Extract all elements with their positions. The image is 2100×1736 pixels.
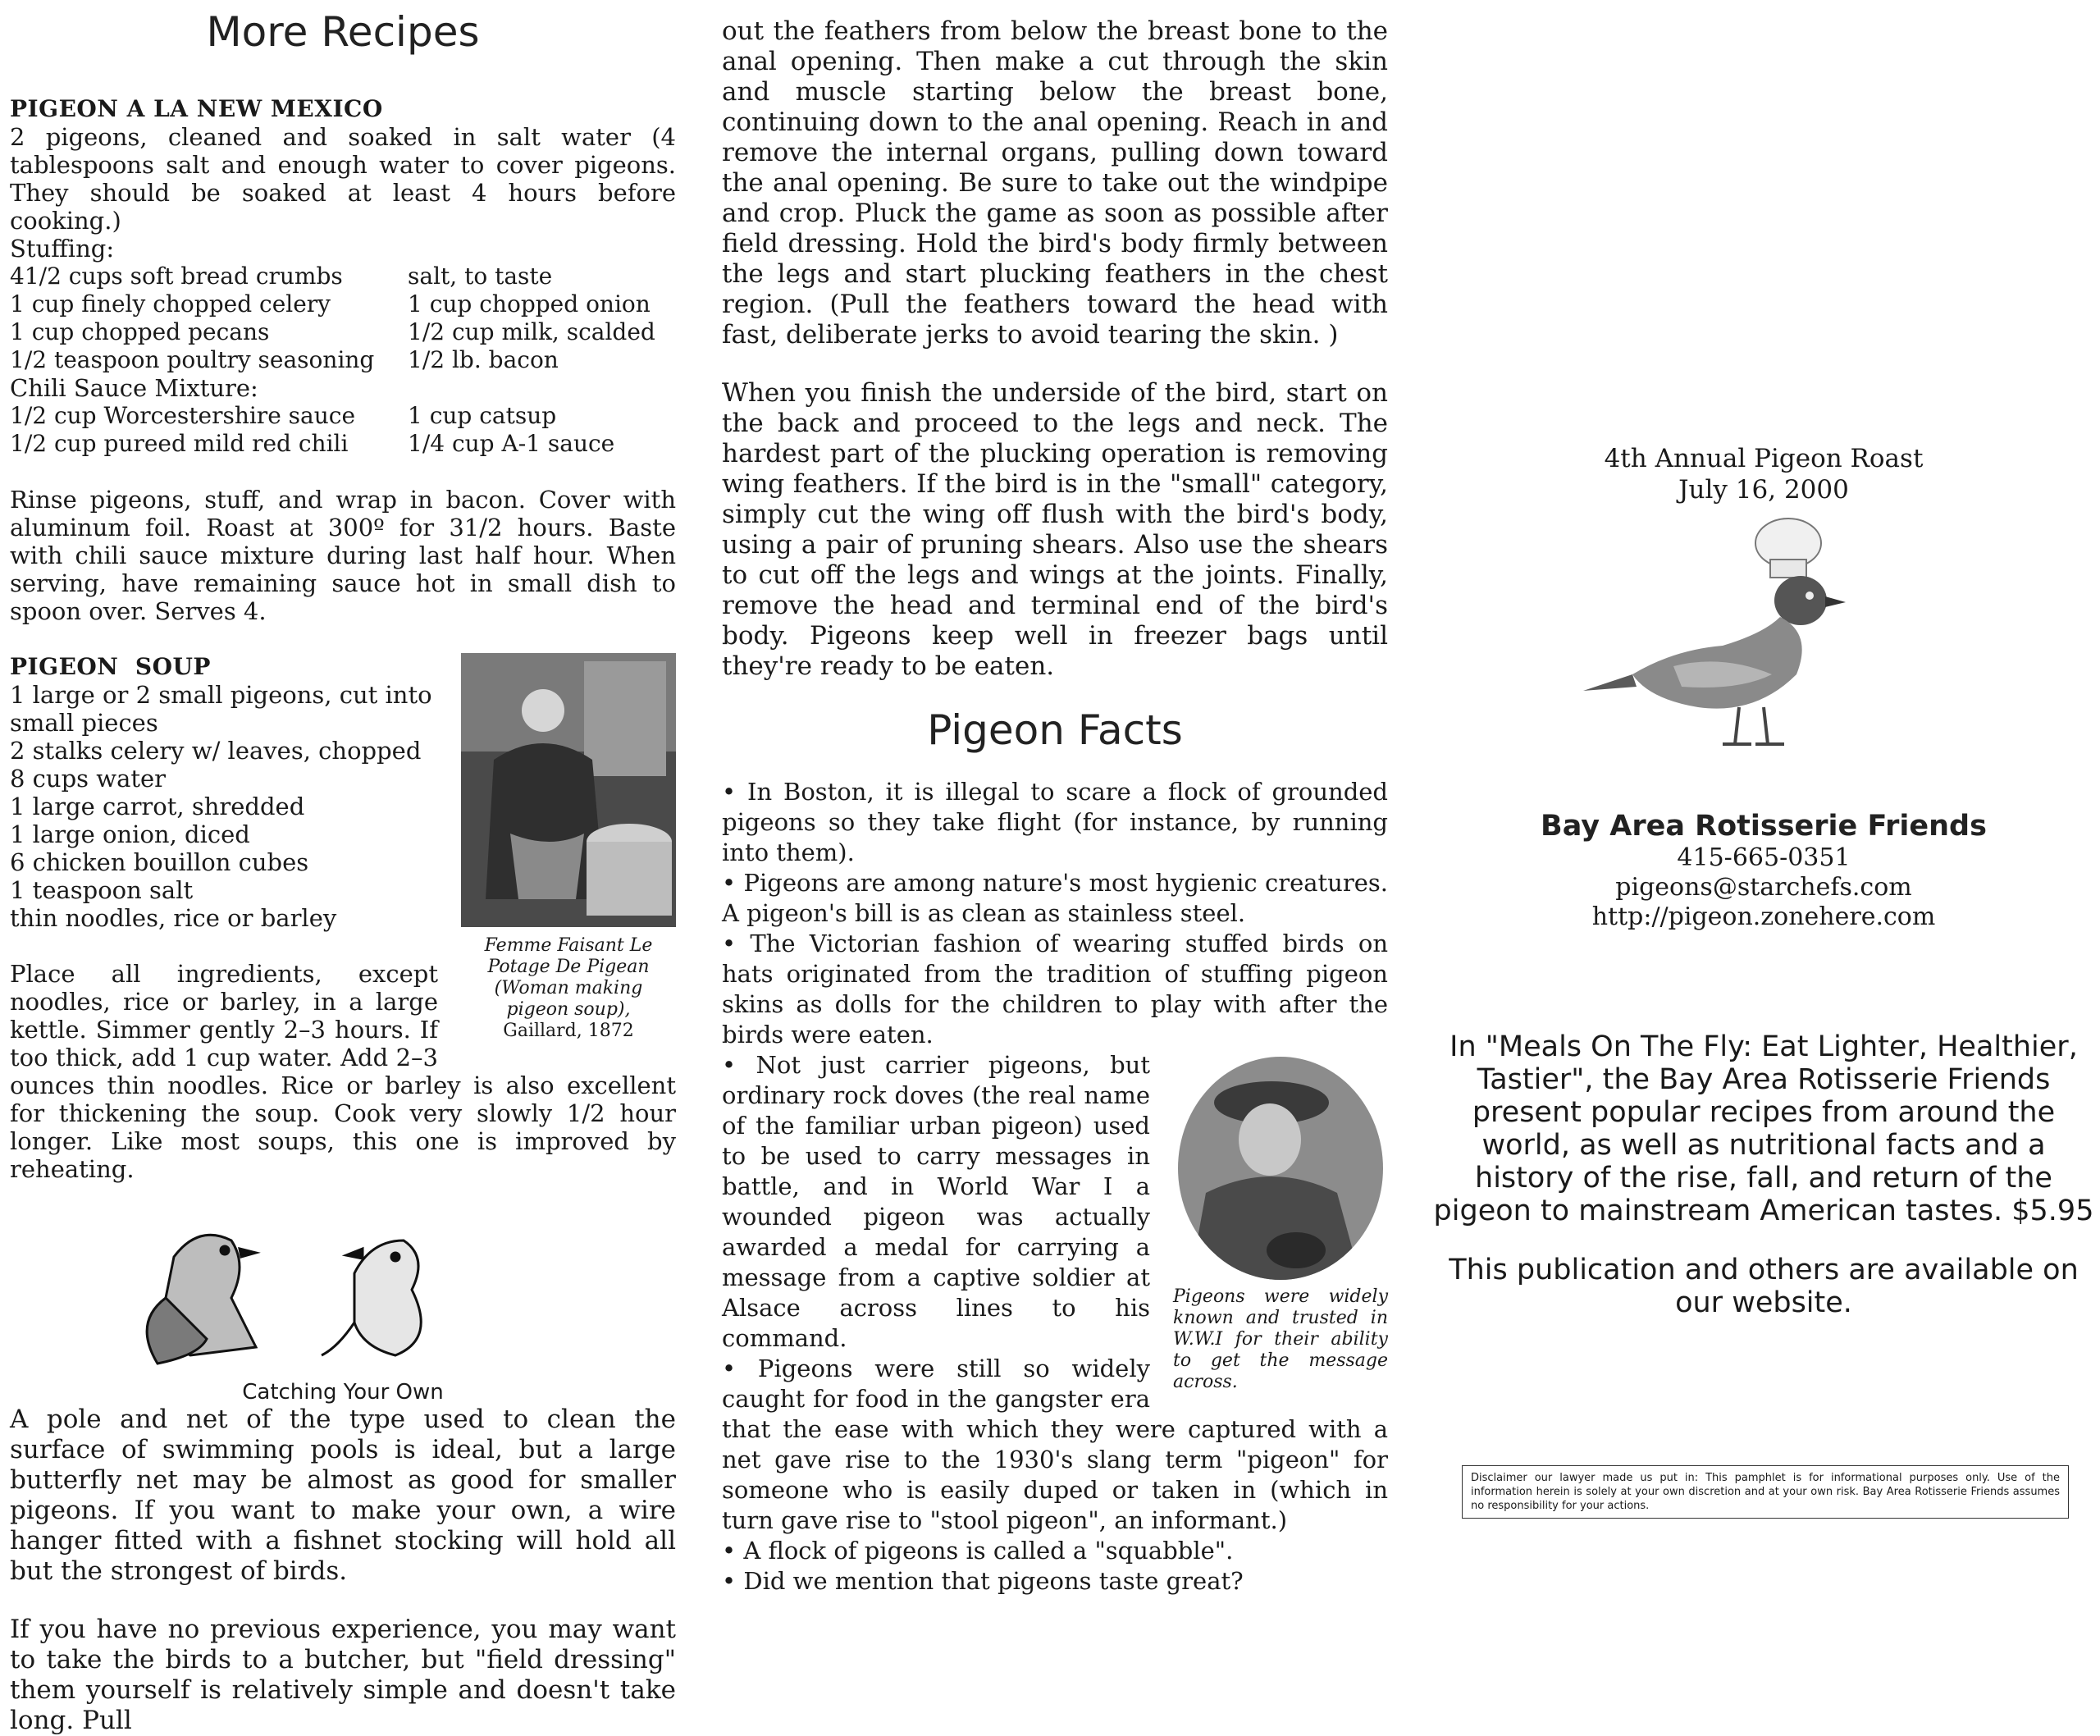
section-title-more-recipes: More Recipes — [206, 8, 480, 56]
column-pigeon-facts — [722, 0, 1388, 1598]
sauce-ingredients — [10, 402, 676, 458]
org-email-link[interactable]: pigeons@starchefs.com — [1615, 873, 1912, 902]
recipe-method: Rinse pigeons, stuff, and wrap in bacon. Cover with aluminum foil. Roast at 300º for 31/2 hours. Baste with chili sauce mixture during last half hour. When serving, have remaining sauce hot in small dish to spoon over. Serves 4. — [10, 486, 676, 625]
soup-photo-caption — [461, 935, 676, 1042]
section-title-pigeon-facts: Pigeon Facts — [927, 706, 1183, 754]
publication-blurb: In "Meals On The Fly: Eat Lighter, Healthier, Tastier", the Bay Area Rotisserie Friends present popular recipes from around the world, as well as nutritional facts and a history of the rise, fall, and return of the pigeon to mainstream American tastes. $5.95 — [1433, 1030, 2094, 1227]
caption-title: Femme Faisant Le Potage De Pigean (Woman making pigeon soup), — [484, 935, 653, 1020]
fact-item: • Pigeons were still so widely caught for food in the gangster era that the ease with which they were captured with a net gave rise to the 1930's slang term "pigeon" for someone who is easily duped or taken in (which in turn gave rise to "stool pigeon", an informant.) — [722, 1355, 1388, 1534]
catching-para-2: If you have no previous experience, you may want to take the birds to a butcher, but "field dressing" them yourself is relatively simple and doesn't take long. Pull — [10, 1615, 676, 1735]
organization-info — [1427, 809, 2100, 932]
fact-item: • A flock of pigeons is called a "squabble". — [722, 1537, 1234, 1565]
org-name: Bay Area Rotisserie Friends — [1541, 810, 1987, 843]
field-dressing-para-2: When you finish the underside of the bird, start on the back and proceed to the legs and neck. The hardest part of the plucking operation is removing wing feathers. If the bird is in the "small" category, simply cut the wing off flush with the bird's body, using a pair of pruning shears. Also use the shears to cut off the legs and wings at the joints. Finally, remove the head and terminal end of the bird's body. Pigeons keep well in freezer bags until they're ready to be eaten. — [722, 378, 1388, 681]
ingredient: salt, to taste — [408, 263, 553, 290]
soldier-with-pigeon-photo — [1173, 1053, 1388, 1283]
ingredient: thin noodles, rice or barley — [10, 904, 337, 932]
soldier-photo-figure — [1173, 1053, 1388, 1393]
ingredient: 1 large carrot, shredded — [10, 793, 305, 820]
two-pigeons-illustration — [10, 1208, 676, 1372]
recipe-pigeon-soup — [10, 653, 676, 1183]
event-name: 4th Annual Pigeon Roast — [1604, 444, 1924, 473]
org-website-link[interactable]: http://pigeon.zonehere.com — [1591, 902, 1936, 931]
event-info — [1427, 443, 2100, 505]
soup-photo-figure — [461, 653, 676, 1042]
fact-item: • In Boston, it is illegal to scare a flock of grounded pigeons so they take flight (for instance, by running into them). — [722, 778, 1388, 866]
ingredient: 41/2 cups soft bread crumbs — [10, 263, 343, 290]
availability-note: This publication and others are available on our website. — [1449, 1254, 2079, 1319]
ingredient: 1 cup finely chopped celery — [10, 290, 331, 318]
recipe-title: PIGEON A LA NEW MEXICO — [10, 95, 383, 122]
disclaimer-box: Disclaimer our lawyer made us put in: This pamphlet is for informational purposes only. Use of the information herein is solely at your own discretion and at your own risk. Bay Area Rotisserie Friends assumes no responsibility for your actions. — [1462, 1465, 2069, 1519]
org-phone: 415-665-0351 — [1677, 843, 1851, 872]
caption-credit: Gaillard, 1872 — [503, 1021, 634, 1041]
fact-item: • Not just carrier pigeons, but ordinary rock doves (the real name of the familiar urban pigeon) used to be used to carry messages in battle, and in World War I a wounded pigeon was actually awarded a medal for carrying a message from a captive soldier at Alsace across lines to his command. — [722, 1051, 1150, 1352]
pigeon-illustration — [10, 1208, 676, 1372]
ingredient: 1 large onion, diced — [10, 820, 250, 848]
soldier-photo-caption: Pigeons were widely known and trusted in W.W.I for their ability to get the message across. — [1173, 1286, 1388, 1392]
stuffing-ingredients — [10, 263, 676, 374]
ingredient: 6 chicken bouillon cubes — [10, 848, 309, 876]
recipe-title: PIGEON SOUP — [10, 653, 211, 680]
event-date: July 16, 2000 — [1678, 475, 1849, 505]
column-cover — [1427, 0, 2100, 1598]
sauce-label: Chili Sauce Mixture: — [10, 374, 258, 402]
ingredient: 2 stalks celery w/ leaves, chopped — [10, 737, 422, 765]
recipe-pigeon-new-mexico — [10, 95, 676, 625]
ingredient: 1/2 teaspoon poultry seasoning — [10, 346, 375, 373]
chef-pigeon-image — [1427, 510, 2100, 773]
recipe-intro: 2 pigeons, cleaned and soaked in salt water (4 tablespoons salt and enough water to cover pigeons. They should be soaked at least 4 hours before cooking.) — [10, 123, 676, 235]
ingredient: 1/2 cup milk, scalded — [408, 318, 655, 345]
stuffing-label: Stuffing: — [10, 235, 115, 263]
ingredient: 1/4 cup A-1 sauce — [408, 430, 615, 457]
fact-item: • The Victorian fashion of wearing stuffed birds on hats originated from the tradition of stuffing pigeon skins as dolls for the children to play with after the birds were eaten. — [722, 930, 1388, 1048]
ingredient: 1/2 cup Worcestershire sauce — [10, 402, 356, 429]
ingredient: 1 cup chopped onion — [408, 290, 651, 318]
ingredient: 1 teaspoon salt — [10, 876, 194, 904]
ingredient: 8 cups water — [10, 765, 167, 793]
section-title-catching: Catching Your Own — [242, 1380, 444, 1405]
ingredient: 1/2 cup pureed mild red chili — [10, 430, 349, 457]
fact-item: • Did we mention that pigeons taste great? — [722, 1567, 1244, 1595]
ingredient: 1 cup catsup — [408, 402, 557, 429]
column-recipes — [10, 0, 676, 1735]
recipe-method: Place all ingredients, except noodles, rice or barley, in a large kettle. Simmer gently 2–3 hours. If too thick, add 1 cup water. Add 2–3 ounces thin noodles. Rice or barley is also excellent for thickening the soup. Cook very slowly 1/2 hour longer. Like most soups, this one is improved by reheating. — [10, 960, 676, 1183]
ingredient: 1/2 lb. bacon — [408, 346, 559, 373]
ingredient: 1 large or 2 small pigeons, cut into small pieces — [10, 681, 432, 737]
field-dressing-para-1: out the feathers from below the breast bone to the anal opening. Then make a cut through the skin and muscle starting below the breast bone, continuing down to the anal opening. Reach in and remove the internal organs, pulling down toward the anal opening. Be sure to take out the windpipe and crop. Pluck the game as soon as possible after field dressing. Hold the bird's body firmly between the legs and start plucking feathers in the chest region. (Pull the feathers toward the head with fast, deliberate jerks to avoid tearing the skin. ) — [722, 16, 1388, 349]
fact-item: • Pigeons are among nature's most hygienic creatures. A pigeon's bill is as clean as stainless steel. — [722, 869, 1388, 927]
woman-making-soup-photo — [461, 653, 676, 927]
catching-para-1: A pole and net of the type used to clean the surface of swimming pools is ideal, but a large butterfly net may be almost as good for smaller pigeons. If you want to make your own, a wire hanger fitted with a fishnet stocking will hold all but the strongest of birds. — [10, 1405, 676, 1586]
ingredient: 1 cup chopped pecans — [10, 318, 270, 345]
catching-section — [10, 1380, 676, 1736]
